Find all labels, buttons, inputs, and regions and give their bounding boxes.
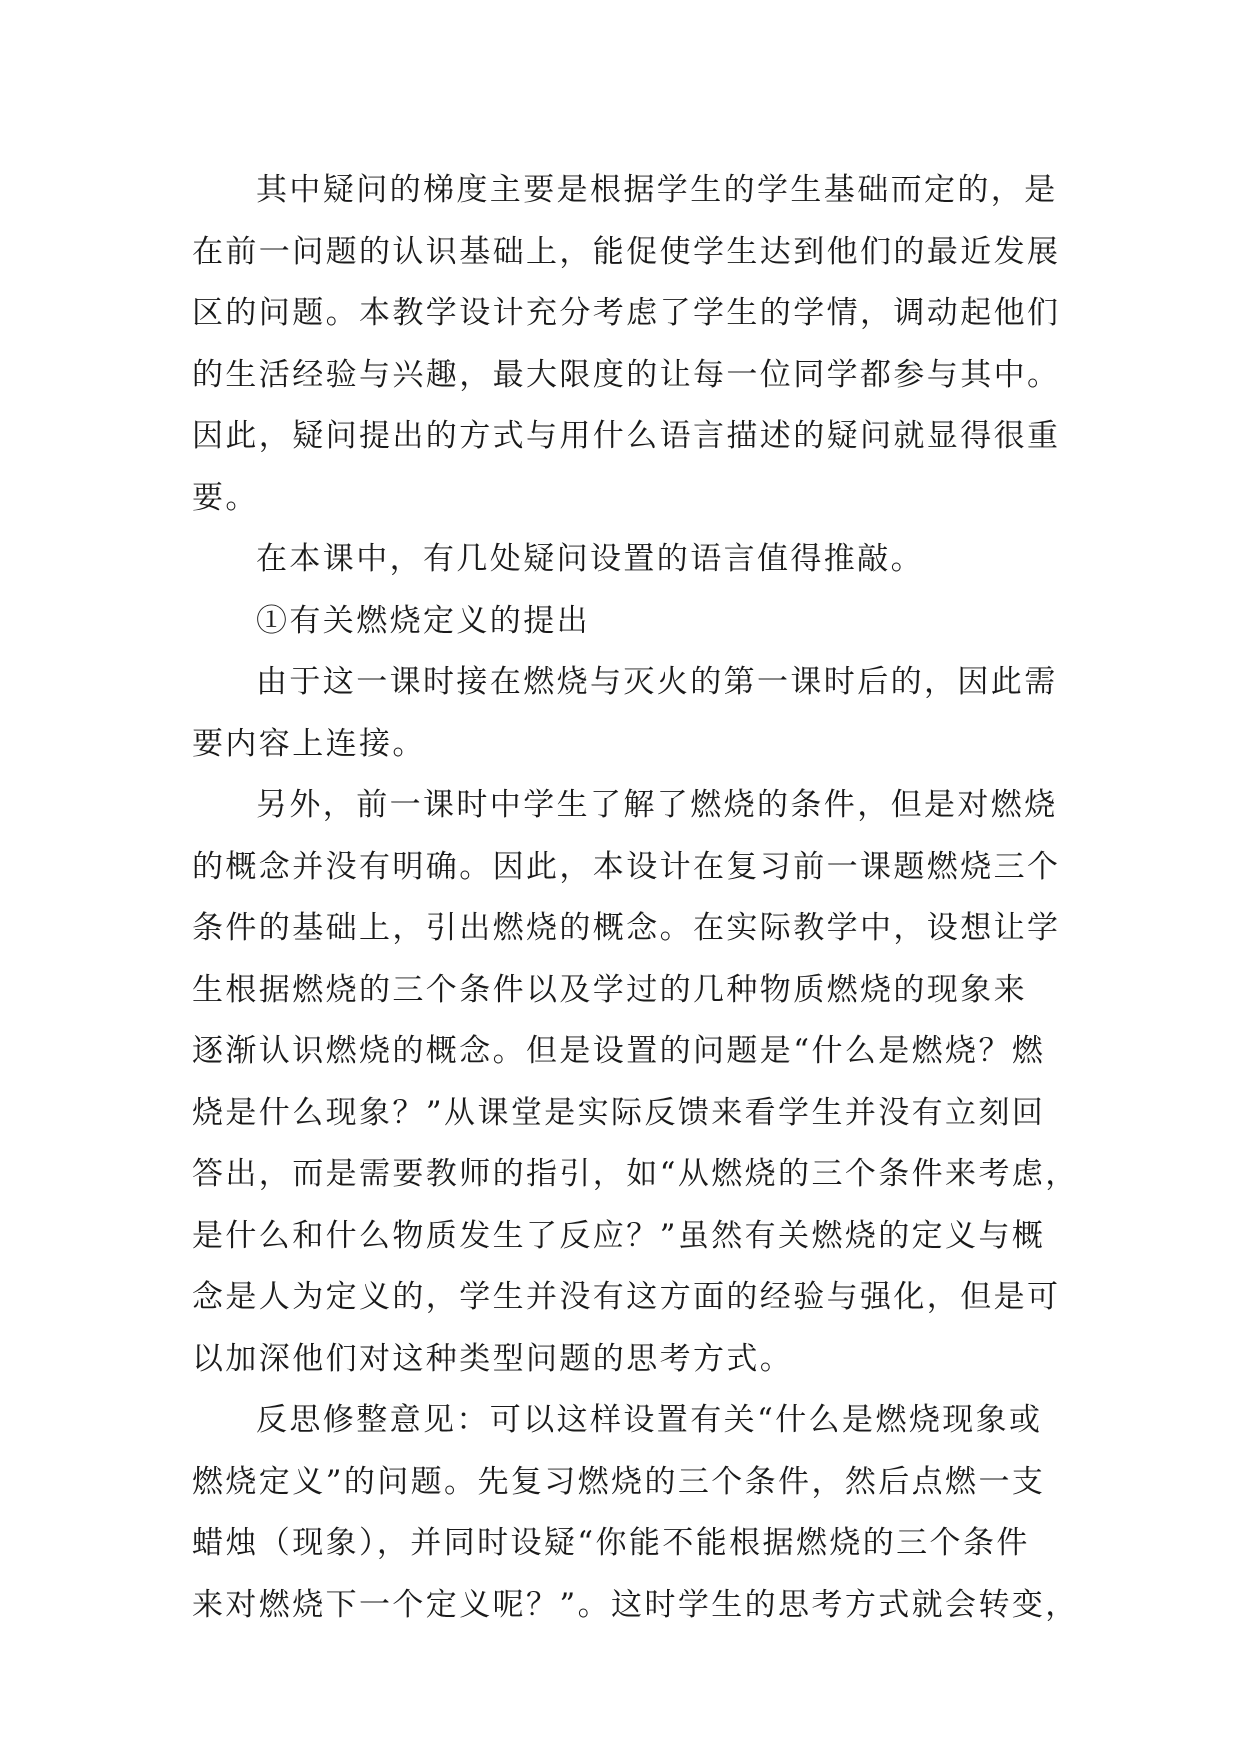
text-line: 在前一问题的认识基础上，能促使学生达到他们的最近发展: [192, 233, 1061, 270]
text-line: 在本课中，有几处疑问设置的语言值得推敲。: [256, 541, 924, 577]
text-line: 烧是什么现象？”从课堂是实际反馈来看学生并没有立刻回: [192, 1094, 1046, 1131]
text-line: 要。: [192, 479, 259, 516]
text-line: 另外，前一课时中学生了解了燃烧的条件，但是对燃烧: [256, 787, 1058, 823]
text-line: 条件的基础上，引出燃烧的概念。在实际教学中，设想让学: [192, 910, 1061, 946]
text-line: 因此，疑问提出的方式与用什么语言描述的疑问就显得很重: [192, 418, 1061, 454]
text-line: 生根据燃烧的三个条件以及学过的几种物质燃烧的现象来: [192, 971, 1027, 1008]
section-heading: ①有关燃烧定义的提出: [256, 602, 590, 639]
text-line: 逐渐认识燃烧的概念。但是设置的问题是“什么是燃烧？燃: [192, 1033, 1046, 1069]
text-line: 是什么和什么物质发生了反应？”虽然有关燃烧的定义与概: [192, 1217, 1046, 1254]
text-line: 其中疑问的梯度主要是根据学生的学生基础而定的，是: [256, 172, 1058, 208]
text-line: 燃烧定义”的问题。先复习燃烧的三个条件，然后点燃一支: [192, 1463, 1046, 1500]
text-line: 要内容上连接。: [192, 725, 426, 762]
text-line: 答出，而是需要教师的指引，如“从燃烧的三个条件来考虑，: [192, 1156, 1079, 1192]
text-line: 以加深他们对这种类型问题的思考方式。: [192, 1340, 794, 1377]
text-line: 区的问题。本教学设计充分考虑了学生的学情，调动起他们: [192, 295, 1061, 331]
body-text: [192, 160, 1079, 1636]
text-line: 的概念并没有明确。因此，本设计在复习前一课题燃烧三个: [192, 848, 1061, 885]
text-line: 的生活经验与兴趣，最大限度的让每一位同学都参与其中。: [192, 356, 1061, 393]
text-line: 来对燃烧下一个定义呢？”。这时学生的思考方式就会转变，: [192, 1586, 1079, 1623]
text-line: 反思修整意见：可以这样设置有关“什么是燃烧现象或: [256, 1402, 1043, 1438]
text-line: 蜡烛（现象），并同时设疑“你能不能根据燃烧的三个条件: [192, 1525, 1030, 1561]
text-line: 由于这一课时接在燃烧与灭火的第一课时后的，因此需: [256, 664, 1058, 700]
text-line: 念是人为定义的，学生并没有这方面的经验与强化，但是可: [192, 1279, 1061, 1315]
